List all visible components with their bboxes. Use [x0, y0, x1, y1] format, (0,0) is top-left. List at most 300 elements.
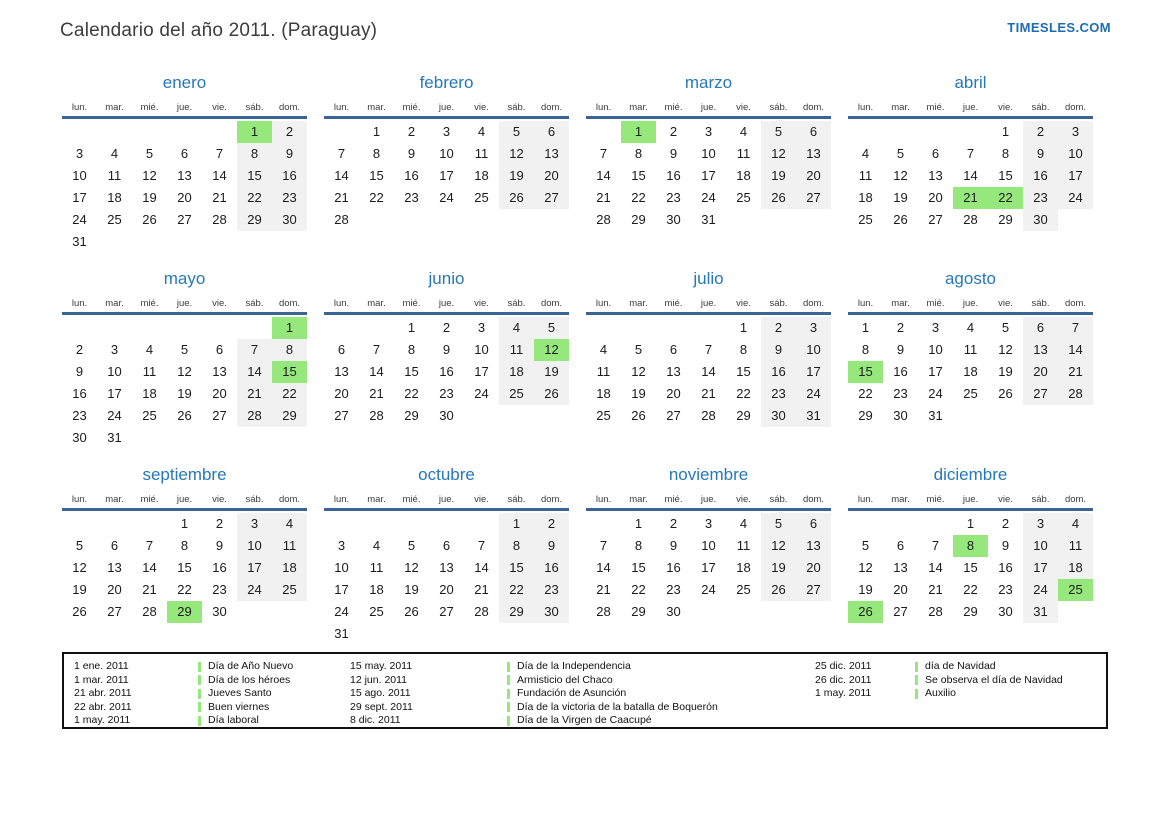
- day-cell: 20: [334, 386, 349, 401]
- empty-cell: [918, 121, 953, 143]
- day-cell: 11: [107, 168, 122, 183]
- day-cell: 15: [848, 361, 883, 383]
- empty-cell: [132, 427, 167, 449]
- day-cell: 7: [337, 146, 346, 161]
- day-cell: 26: [893, 212, 908, 227]
- day-cell: 21: [237, 383, 272, 405]
- day-cell: 7: [237, 339, 272, 361]
- day-cell: 8: [953, 535, 988, 557]
- day-cell: 15: [237, 165, 272, 187]
- empty-cell: [1058, 601, 1093, 623]
- day-cell: 22: [963, 582, 978, 597]
- holiday-marker-icon: [915, 689, 918, 699]
- weekday-label: vie.: [474, 298, 489, 309]
- legend-date: 25 dic. 2011: [815, 660, 872, 672]
- day-cell: 18: [858, 190, 873, 205]
- weekday-label: mar.: [629, 102, 648, 113]
- month-title: enero: [162, 73, 207, 92]
- weekday-label: vie.: [474, 102, 489, 113]
- weekday-label: mar.: [891, 102, 910, 113]
- header-rule: [62, 508, 307, 511]
- day-cell: 3: [1058, 121, 1093, 143]
- day-cell: 3: [931, 320, 940, 335]
- header-rule: [586, 508, 831, 511]
- weekday-label: mar.: [105, 102, 124, 113]
- holiday-marker-icon: [507, 689, 510, 699]
- weekday-label: sáb.: [507, 102, 526, 113]
- empty-cell: [586, 513, 621, 535]
- day-cell: 14: [701, 364, 716, 379]
- day-cell: 18: [963, 364, 978, 379]
- empty-cell: [796, 209, 831, 231]
- holiday-marker-icon: [198, 689, 201, 699]
- day-cell: 9: [407, 146, 416, 161]
- day-cell: 25: [963, 386, 978, 401]
- day-cell: 29: [631, 212, 646, 227]
- day-cell: 14: [596, 168, 611, 183]
- empty-cell: [918, 513, 953, 535]
- weekday-label: jue.: [700, 494, 717, 505]
- weekday-label: lun.: [333, 102, 350, 113]
- day-cell: 4: [1058, 513, 1093, 535]
- day-cell: 31: [334, 626, 349, 641]
- weekday-label: dom.: [540, 494, 563, 505]
- day-cell: 13: [177, 168, 192, 183]
- empty-cell: [62, 513, 97, 535]
- day-cell: 10: [72, 168, 87, 183]
- month-title: abril: [954, 73, 987, 92]
- day-cell: 15: [736, 364, 751, 379]
- month-title: octubre: [418, 465, 475, 484]
- weekday-label: sáb.: [769, 102, 788, 113]
- weekday-label: mar.: [629, 298, 648, 309]
- empty-cell: [359, 209, 394, 231]
- empty-cell: [272, 231, 307, 253]
- empty-cell: [202, 121, 237, 143]
- days-grid: [848, 317, 1093, 427]
- legend-holiday-name: Auxilio: [915, 687, 1115, 701]
- day-cell: 30: [1023, 209, 1058, 231]
- holiday-marker-icon: [198, 675, 201, 685]
- days-grid: [62, 317, 307, 449]
- day-cell: 10: [701, 538, 716, 553]
- day-cell: 20: [107, 582, 122, 597]
- days-grid: [586, 121, 831, 231]
- weekday-label: dom.: [802, 494, 825, 505]
- day-cell: 14: [369, 364, 384, 379]
- day-cell: 3: [337, 538, 346, 553]
- empty-cell: [761, 601, 796, 623]
- holiday-marker-icon: [915, 662, 918, 672]
- weekday-header-row: [586, 101, 831, 115]
- day-cell: 27: [928, 212, 943, 227]
- day-cell: 17: [1058, 165, 1093, 187]
- day-cell: 20: [666, 386, 681, 401]
- day-cell: 21: [334, 190, 349, 205]
- day-cell: 5: [761, 121, 796, 143]
- day-cell: 23: [1023, 187, 1058, 209]
- day-cell: 27: [107, 604, 122, 619]
- empty-cell: [534, 209, 569, 231]
- day-cell: 25: [142, 408, 157, 423]
- day-cell: 8: [372, 146, 381, 161]
- day-cell: 9: [534, 535, 569, 557]
- day-cell: 15: [499, 557, 534, 579]
- day-cell: 8: [499, 535, 534, 557]
- weekday-label: dom.: [540, 298, 563, 309]
- weekday-label: sáb.: [769, 494, 788, 505]
- holiday-marker-icon: [507, 662, 510, 672]
- day-cell: 14: [237, 361, 272, 383]
- weekday-label: mar.: [105, 298, 124, 309]
- empty-cell: [237, 231, 272, 253]
- day-cell: 20: [439, 582, 454, 597]
- day-cell: 25: [474, 190, 489, 205]
- legend-holiday-name: Buen viernes: [198, 701, 350, 715]
- weekday-label: lun.: [71, 494, 88, 505]
- empty-cell: [953, 121, 988, 143]
- weekday-header-row: [586, 493, 831, 507]
- day-cell: 14: [1058, 339, 1093, 361]
- day-cell: 28: [928, 604, 943, 619]
- day-cell: 19: [998, 364, 1013, 379]
- day-cell: 18: [142, 386, 157, 401]
- day-cell: 6: [796, 121, 831, 143]
- day-cell: 17: [439, 168, 454, 183]
- day-cell: 14: [963, 168, 978, 183]
- day-cell: 27: [796, 187, 831, 209]
- day-cell: 5: [499, 121, 534, 143]
- day-cell: 5: [407, 538, 416, 553]
- day-cell: 6: [931, 146, 940, 161]
- day-cell: 12: [631, 364, 646, 379]
- day-cell: 23: [761, 383, 796, 405]
- month-junio: [324, 266, 569, 462]
- day-cell: 30: [212, 604, 227, 619]
- header-rule: [848, 116, 1093, 119]
- weekday-label: jue.: [438, 102, 455, 113]
- day-cell: 9: [669, 146, 678, 161]
- day-cell: 29: [167, 601, 202, 623]
- day-cell: 11: [1058, 535, 1093, 557]
- day-cell: 17: [107, 386, 122, 401]
- day-cell: 13: [334, 364, 349, 379]
- empty-cell: [464, 405, 499, 427]
- day-cell: 10: [107, 364, 122, 379]
- day-cell: 18: [1058, 557, 1093, 579]
- day-cell: 25: [369, 604, 384, 619]
- holiday-marker-icon: [198, 716, 201, 726]
- month-noviembre: [586, 462, 831, 658]
- day-cell: 13: [666, 364, 681, 379]
- day-cell: 6: [1023, 317, 1058, 339]
- day-cell: 4: [861, 146, 870, 161]
- weekday-label: dom.: [278, 494, 301, 505]
- day-cell: 23: [666, 190, 681, 205]
- day-cell: 7: [704, 342, 713, 357]
- day-cell: 12: [142, 168, 157, 183]
- day-cell: 10: [237, 535, 272, 557]
- weekday-label: dom.: [802, 102, 825, 113]
- weekday-label: sáb.: [1031, 102, 1050, 113]
- day-cell: 18: [736, 168, 751, 183]
- day-cell: 20: [928, 190, 943, 205]
- day-cell: 19: [499, 165, 534, 187]
- day-cell: 13: [1023, 339, 1058, 361]
- day-cell: 1: [372, 124, 381, 139]
- days-grid: [324, 513, 569, 645]
- day-cell: 21: [596, 582, 611, 597]
- day-cell: 28: [596, 212, 611, 227]
- day-cell: 3: [442, 124, 451, 139]
- month-mayo: [62, 266, 307, 462]
- day-cell: 23: [998, 582, 1013, 597]
- day-cell: 22: [272, 383, 307, 405]
- empty-cell: [796, 601, 831, 623]
- day-cell: 6: [534, 121, 569, 143]
- day-cell: 9: [215, 538, 224, 553]
- empty-cell: [237, 427, 272, 449]
- day-cell: 17: [928, 364, 943, 379]
- day-cell: 11: [142, 364, 157, 379]
- weekday-label: sáb.: [769, 298, 788, 309]
- day-cell: 15: [177, 560, 192, 575]
- day-cell: 21: [1058, 361, 1093, 383]
- weekday-label: jue.: [700, 298, 717, 309]
- weekday-label: jue.: [176, 494, 193, 505]
- day-cell: 26: [761, 187, 796, 209]
- legend-date: 1 may. 2011: [815, 687, 872, 699]
- day-cell: 11: [858, 168, 873, 183]
- day-cell: 1: [237, 121, 272, 143]
- day-cell: 15: [404, 364, 419, 379]
- day-cell: 28: [212, 212, 227, 227]
- day-cell: 26: [177, 408, 192, 423]
- weekday-label: mié.: [402, 494, 421, 505]
- day-cell: 22: [858, 386, 873, 401]
- weekday-label: vie.: [474, 494, 489, 505]
- day-cell: 8: [634, 538, 643, 553]
- legend-holiday-name: Fundación de Asunción: [507, 687, 815, 701]
- day-cell: 25: [858, 212, 873, 227]
- day-cell: 16: [893, 364, 908, 379]
- day-cell: 31: [701, 212, 716, 227]
- day-cell: 8: [861, 342, 870, 357]
- weekday-label: lun.: [71, 102, 88, 113]
- weekday-label: lun.: [595, 102, 612, 113]
- day-cell: 10: [439, 146, 454, 161]
- legend-holiday-name: Día de la Independencia: [507, 660, 815, 674]
- day-cell: 20: [212, 386, 227, 401]
- legend-holiday-name: Día de Año Nuevo: [198, 660, 350, 674]
- weekday-header-row: [324, 101, 569, 115]
- day-cell: 13: [796, 143, 831, 165]
- day-cell: 23: [534, 579, 569, 601]
- day-cell: 28: [142, 604, 157, 619]
- empty-cell: [429, 209, 464, 231]
- empty-cell: [726, 209, 761, 231]
- day-cell: 21: [474, 582, 489, 597]
- holiday-marker-icon: [507, 702, 510, 712]
- month-diciembre: [848, 462, 1093, 658]
- weekday-label: vie.: [736, 494, 751, 505]
- weekday-label: mar.: [367, 102, 386, 113]
- day-cell: 16: [1023, 165, 1058, 187]
- day-cell: 6: [110, 538, 119, 553]
- empty-cell: [883, 121, 918, 143]
- day-cell: 6: [180, 146, 189, 161]
- day-cell: 9: [669, 538, 678, 553]
- day-cell: 20: [1023, 361, 1058, 383]
- day-cell: 5: [75, 538, 84, 553]
- day-cell: 29: [736, 408, 751, 423]
- weekday-header-row: [62, 101, 307, 115]
- empty-cell: [883, 513, 918, 535]
- day-cell: 12: [404, 560, 419, 575]
- day-cell: 29: [404, 408, 419, 423]
- header-rule: [324, 312, 569, 315]
- day-cell: 9: [1001, 538, 1010, 553]
- day-cell: 30: [272, 209, 307, 231]
- day-cell: 27: [177, 212, 192, 227]
- day-cell: 12: [499, 143, 534, 165]
- day-cell: 29: [237, 209, 272, 231]
- day-cell: 28: [334, 212, 349, 227]
- day-cell: 7: [599, 538, 608, 553]
- empty-cell: [359, 513, 394, 535]
- weekday-label: jue.: [700, 102, 717, 113]
- page-header: [0, 0, 1169, 42]
- day-cell: 19: [893, 190, 908, 205]
- empty-cell: [167, 427, 202, 449]
- empty-cell: [1058, 209, 1093, 231]
- day-cell: 21: [212, 190, 227, 205]
- day-cell: 17: [701, 168, 716, 183]
- weekday-label: vie.: [998, 298, 1013, 309]
- day-cell: 25: [499, 383, 534, 405]
- days-grid: [324, 317, 569, 427]
- weekday-label: lun.: [333, 494, 350, 505]
- day-cell: 3: [237, 513, 272, 535]
- day-cell: 26: [499, 187, 534, 209]
- day-cell: 10: [1058, 143, 1093, 165]
- weekday-label: vie.: [998, 494, 1013, 505]
- weekday-label: dom.: [802, 298, 825, 309]
- weekday-label: mié.: [926, 102, 945, 113]
- day-cell: 17: [1023, 557, 1058, 579]
- empty-cell: [429, 623, 464, 645]
- empty-cell: [988, 405, 1023, 427]
- day-cell: 13: [928, 168, 943, 183]
- header-rule: [62, 312, 307, 315]
- day-cell: 3: [704, 516, 713, 531]
- day-cell: 26: [998, 386, 1013, 401]
- day-cell: 6: [442, 538, 451, 553]
- empty-cell: [499, 405, 534, 427]
- day-cell: 23: [212, 582, 227, 597]
- day-cell: 21: [953, 187, 988, 209]
- weekday-label: vie.: [212, 298, 227, 309]
- day-cell: 22: [736, 386, 751, 401]
- day-cell: 11: [736, 538, 751, 553]
- day-cell: 12: [534, 339, 569, 361]
- month-septiembre: [62, 462, 307, 658]
- day-cell: 24: [334, 604, 349, 619]
- day-cell: 24: [72, 212, 87, 227]
- day-cell: 5: [761, 513, 796, 535]
- day-cell: 18: [369, 582, 384, 597]
- day-cell: 29: [272, 405, 307, 427]
- day-cell: 16: [666, 560, 681, 575]
- empty-cell: [167, 317, 202, 339]
- legend-date: 1 ene. 2011: [74, 660, 129, 672]
- weekday-label: mié.: [140, 102, 159, 113]
- empty-cell: [359, 317, 394, 339]
- legend-date: 29 sept. 2011: [350, 700, 413, 713]
- day-cell: 27: [796, 579, 831, 601]
- day-cell: 13: [212, 364, 227, 379]
- day-cell: 11: [369, 560, 384, 575]
- empty-cell: [464, 513, 499, 535]
- day-cell: 9: [761, 339, 796, 361]
- empty-cell: [464, 623, 499, 645]
- day-cell: 12: [998, 342, 1013, 357]
- day-cell: 12: [72, 560, 87, 575]
- day-cell: 18: [736, 560, 751, 575]
- day-cell: 17: [72, 190, 87, 205]
- day-cell: 5: [896, 146, 905, 161]
- brand-link[interactable]: TIMESLES.COM: [1007, 20, 1111, 35]
- empty-cell: [359, 623, 394, 645]
- day-cell: 26: [848, 601, 883, 623]
- day-cell: 19: [177, 386, 192, 401]
- day-cell: 19: [631, 386, 646, 401]
- day-cell: 3: [110, 342, 119, 357]
- day-cell: 15: [998, 168, 1013, 183]
- day-cell: 4: [110, 146, 119, 161]
- day-cell: 20: [893, 582, 908, 597]
- day-cell: 31: [72, 234, 87, 249]
- day-cell: 13: [796, 535, 831, 557]
- day-cell: 23: [72, 408, 87, 423]
- day-cell: 7: [599, 146, 608, 161]
- day-cell: 23: [439, 386, 454, 401]
- day-cell: 19: [858, 582, 873, 597]
- day-cell: 19: [534, 361, 569, 383]
- month-title: noviembre: [668, 465, 749, 484]
- day-cell: 5: [534, 317, 569, 339]
- day-cell: 4: [966, 320, 975, 335]
- legend-holiday-name: Armisticio del Chaco: [507, 674, 815, 688]
- day-cell: 30: [666, 212, 681, 227]
- holiday-marker-icon: [198, 662, 201, 672]
- day-cell: 24: [439, 190, 454, 205]
- legend-holiday-name: Día de los héroes: [198, 674, 350, 688]
- day-cell: 24: [237, 579, 272, 601]
- empty-cell: [237, 317, 272, 339]
- weekday-label: dom.: [1064, 102, 1087, 113]
- holiday-marker-icon: [915, 675, 918, 685]
- day-cell: 6: [796, 513, 831, 535]
- day-cell: 2: [442, 320, 451, 335]
- day-cell: 7: [931, 538, 940, 553]
- empty-cell: [237, 601, 272, 623]
- weekday-label: vie.: [736, 298, 751, 309]
- empty-cell: [202, 231, 237, 253]
- empty-cell: [167, 121, 202, 143]
- day-cell: 28: [474, 604, 489, 619]
- day-cell: 30: [666, 604, 681, 619]
